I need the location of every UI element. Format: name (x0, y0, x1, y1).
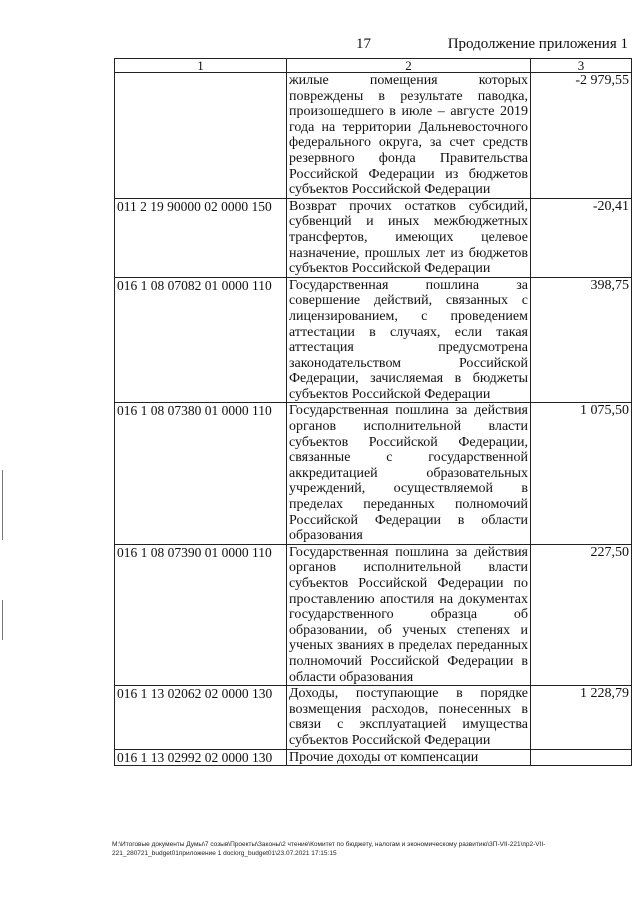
binding-margin-mark (2, 470, 3, 540)
column-header: 1 (115, 59, 287, 73)
table-row (115, 277, 632, 403)
revenue-description: Государственная пошлина за действия органов исполнительной власти субъектов Российской Федерации по проставлению апостиля на документах государственного образца об образовании, об ученых степенях и ученых званиях в пределах переданных полномочий Российской Федерации в области образования (287, 544, 531, 685)
amount (531, 749, 632, 766)
budget-code: 016 1 08 07390 01 0000 110 (115, 544, 287, 685)
table-row (115, 686, 632, 749)
amount: 1 228,79 (531, 686, 632, 749)
budget-code: 011 2 19 90000 02 0000 150 (115, 198, 287, 277)
revenue-table (114, 58, 632, 766)
revenue-description: жилые помещения которых повреждены в результате паводка, произошедшего в июле – августе 2019 года на территории Дальневосточного федерального округа, за счет средств резервного фонда Правительства Российской Федерации из бюджетов субъектов Российской Федерации (287, 73, 531, 199)
amount: -2 979,55 (531, 73, 632, 199)
revenue-description: Государственная пошлина за совершение действий, связанных с лицензированием, с проведением аттестации в случаях, если такая аттестация предусмотрена законодательством Российской Федерации, зачисляемая в бюджеты субъектов Российской Федерации (287, 277, 531, 403)
revenue-description: Возврат прочих остатков субсидий, субвенций и иных межбюджетных трансфертов, имеющих целевое назначение, прошлых лет из бюджетов субъектов Российской Федерации (287, 198, 531, 277)
amount: -20,41 (531, 198, 632, 277)
budget-code (115, 73, 287, 199)
binding-margin-mark (2, 600, 3, 640)
amount: 1 075,50 (531, 403, 632, 544)
budget-code: 016 1 13 02062 02 0000 130 (115, 686, 287, 749)
file-path-footer: М:\Итоговые документы Думы\7 созыв\Проекты\Законы\2 чтение\Комитет по бюджету, налогам и экономическому развитию\3П-VII-221\пр2-VII-221_280721_budget01приложение 1 doclorg_budget01\23.07.2021 17:15:15 (112, 841, 546, 857)
page-number: 17 (356, 36, 371, 52)
column-number-row (115, 59, 632, 73)
revenue-description: Прочие доходы от компенсации (287, 749, 531, 766)
table-row (115, 73, 632, 199)
amount: 227,50 (531, 544, 632, 685)
amount: 398,75 (531, 277, 632, 403)
revenue-description: Государственная пошлина за действия органов исполнительной власти субъектов Российской Федерации, связанные с государственной аккредитацией образовательных учреждений, осуществляемой в пределах переданных полномочий Российской Федерации в области образования (287, 403, 531, 544)
table-row (115, 198, 632, 277)
table-row (115, 403, 632, 544)
revenue-description: Доходы, поступающие в порядке возмещения расходов, понесенных в связи с эксплуатацией имущества субъектов Российской Федерации (287, 686, 531, 749)
budget-code: 016 1 08 07082 01 0000 110 (115, 277, 287, 403)
column-header: 3 (531, 59, 632, 73)
column-header: 2 (287, 59, 531, 73)
appendix-continuation-title: Продолжение приложения 1 (447, 36, 628, 52)
budget-code: 016 1 08 07380 01 0000 110 (115, 403, 287, 544)
table-row (115, 544, 632, 685)
table-row (115, 749, 632, 766)
budget-code: 016 1 13 02992 02 0000 130 (115, 749, 287, 766)
